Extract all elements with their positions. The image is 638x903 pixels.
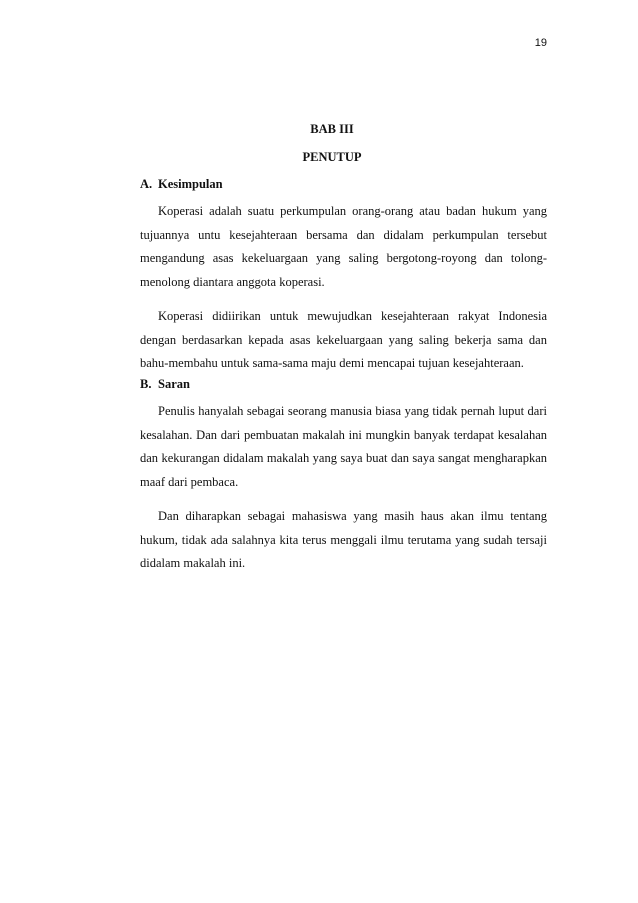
- section-title: Saran: [158, 377, 190, 391]
- paragraph: Koperasi didiirikan untuk mewujudkan kesejahteraan rakyat Indonesia dengan berdasarkan kepada asas kekeluargaan yang saling bekerja sama dan bahu-membahu untuk sama-sama maju demi mencapai tujuan kesejahteraan.: [140, 309, 547, 370]
- section-kesimpulan: [140, 174, 547, 376]
- page-number: 19: [534, 37, 547, 49]
- chapter-number: BAB III: [310, 122, 354, 136]
- section-title: Kesimpulan: [158, 177, 223, 191]
- section-heading: [140, 174, 547, 194]
- section-label: B.: [140, 377, 152, 391]
- paragraph: Koperasi adalah suatu perkumpulan orang-orang atau badan hukum yang tujuannya untu kesejahteraan bersama dan didalam perkumpulan tersebut mengandung asas kekeluargaan yang saling bergotong-royong dan tolong-menolong diantara anggota koperasi.: [140, 204, 547, 289]
- chapter-title: PENUTUP: [302, 150, 362, 164]
- section-saran: [140, 374, 547, 576]
- section-label: A.: [140, 177, 153, 191]
- section-heading: [140, 374, 547, 394]
- paragraph: Penulis hanyalah sebagai seorang manusia biasa yang tidak pernah luput dari kesalahan. Dan dari pembuatan makalah ini mungkin banyak terdapat kesalahan dan kekurangan didalam makalah yang saya buat dan saya sangat mengharapkan maaf dari pembaca.: [140, 404, 547, 489]
- paragraph: Dan diharapkan sebagai mahasiswa yang masih haus akan ilmu tentang hukum, tidak ada salahnya kita terus menggali ilmu terutama yang sudah tersaji didalam makalah ini.: [140, 509, 547, 570]
